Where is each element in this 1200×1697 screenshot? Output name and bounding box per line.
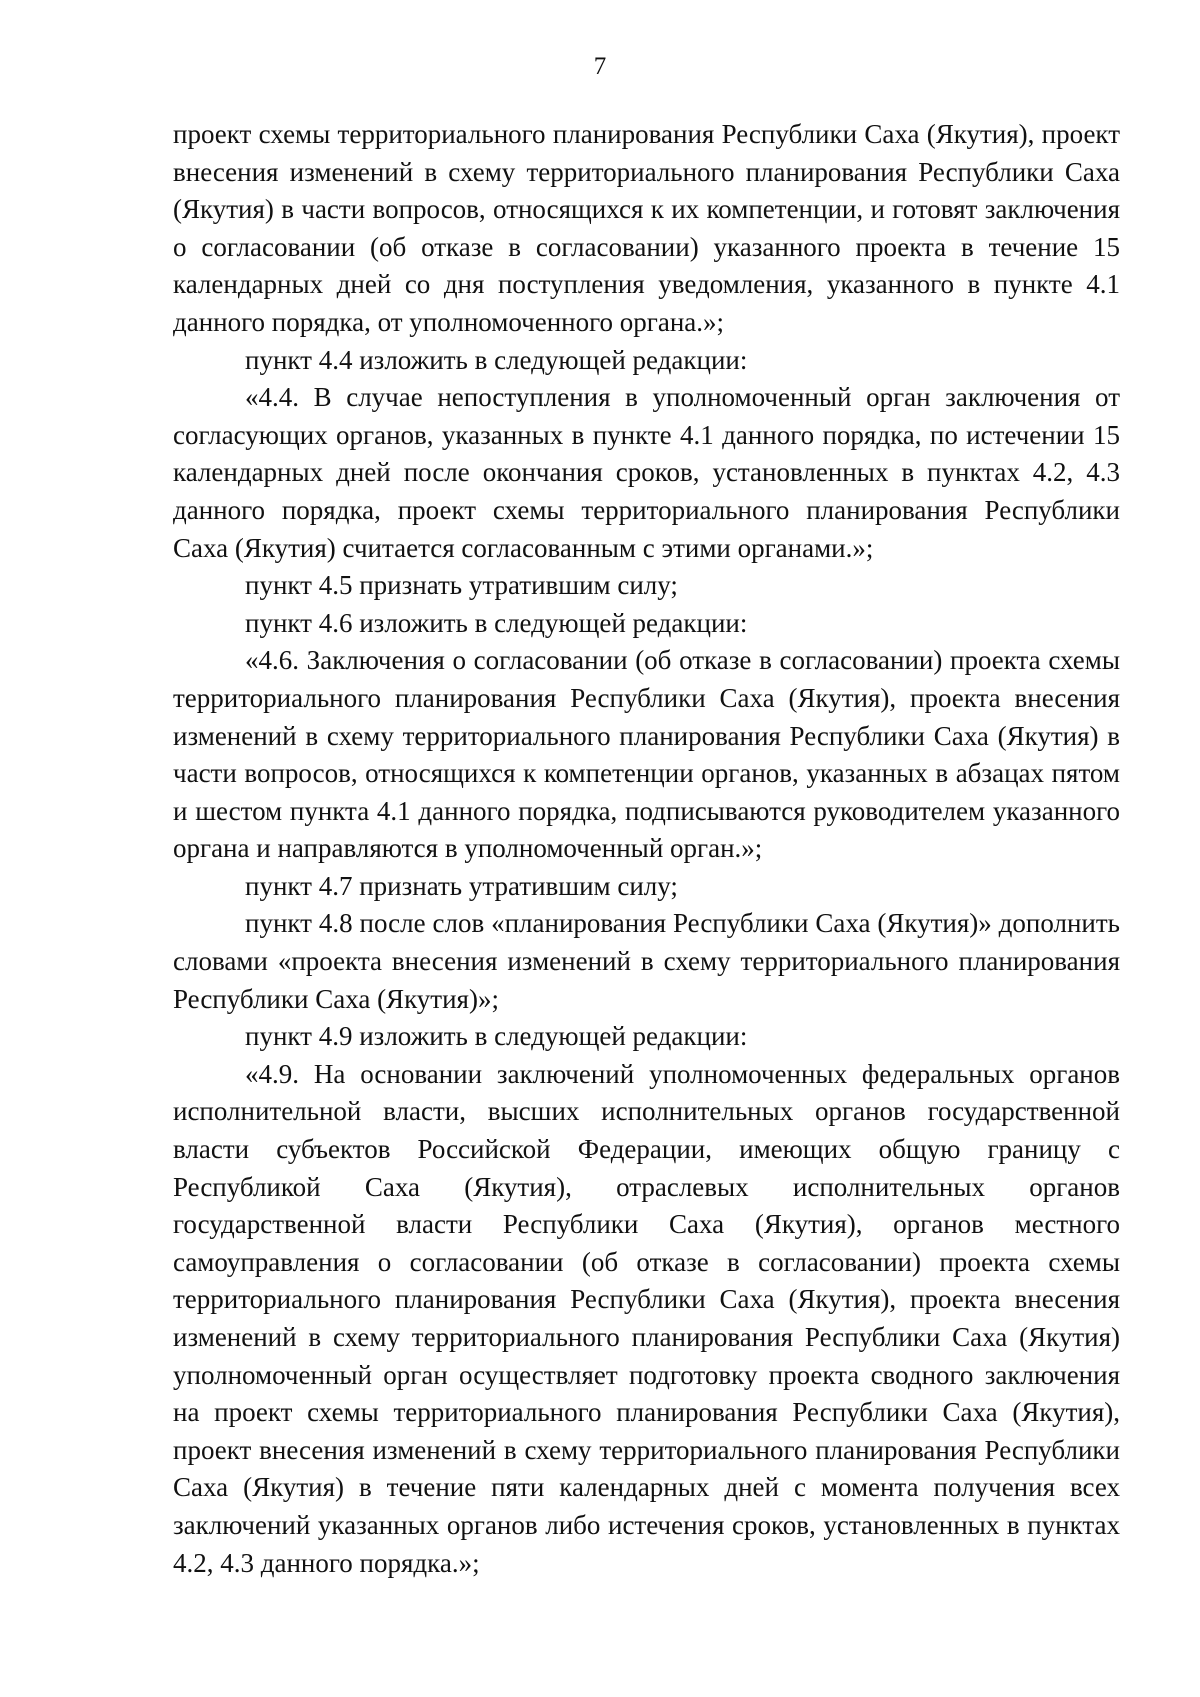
paragraph-item-4-4-instruction: пункт 4.4 изложить в следующей редакции: (245, 344, 748, 375)
document-body (173, 116, 1120, 1582)
paragraph-continuation: проект схемы территориального планирования Республики Саха (Якутия), проект внесения изменений в схему территориального планирования Республики Саха (Якутия) в части вопросов, относящихся к их компетенции, и готовят заключения о согласовании (об отказе в согласовании) указанного проекта в течение 15 календарных дней со дня поступления уведомления, указанного в пункте 4.1 данного порядка, от уполномоченного органа.»; (173, 119, 1120, 337)
page-number: 7 (593, 53, 607, 80)
paragraph-item-4-8-instruction: пункт 4.8 после слов «планирования Республики Саха (Якутия)» дополнить словами «проекта внесения изменений в схему территориального планирования Республики Саха (Якутия)»; (173, 908, 1120, 1014)
paragraph-item-4-5-instruction: пункт 4.5 признать утратившим силу; (245, 570, 678, 601)
paragraph-item-4-6-instruction: пункт 4.6 изложить в следующей редакции: (245, 607, 748, 638)
paragraph-item-4-9-instruction: пункт 4.9 изложить в следующей редакции: (245, 1021, 748, 1052)
paragraph-item-4-7-instruction: пункт 4.7 признать утратившим силу; (245, 870, 678, 901)
paragraph-item-4-4-text: «4.4. В случае непоступления в уполномоченный орган заключения от согласующих органов, указанных в пункте 4.1 данного порядка, по истечении 15 календарных дней после окончания сроков, установленных в пунктах 4.2, 4.3 данного порядка, проект схемы территориального планирования Республики Саха (Якутия) считается согласованным с этими органами.»; (173, 382, 1120, 563)
paragraph-item-4-9-text: «4.9. На основании заключений уполномоченных федеральных органов исполнительной власти, высших исполнительных органов государственной власти субъектов Российской Федерации, имеющих общую границу с Республикой Саха (Якутия), отраслевых исполнительных органов государственной власти Республики Саха (Якутия), органов местного самоуправления о согласовании (об отказе в согласовании) проекта схемы территориального планирования Республики Саха (Якутия), проекта внесения изменений в схему территориального планирования Республики Саха (Якутия) уполномоченный орган осуществляет подготовку проекта сводного заключения на проект схемы территориального планирования Республики Саха (Якутия), проект внесения изменений в схему территориального планирования Республики Саха (Якутия) в течение пяти календарных дней с момента получения всех заключений указанных органов либо истечения сроков, установленных в пунктах 4.2, 4.3 данного порядка.»; (173, 1058, 1120, 1578)
paragraph-item-4-6-text: «4.6. Заключения о согласовании (об отказе в согласовании) проекта схемы территориального планирования Республики Саха (Якутия), проекта внесения изменений в схему территориального планирования Республики Саха (Якутия) в части вопросов, относящихся к компетенции органов, указанных в абзацах пятом и шестом пункта 4.1 данного порядка, подписываются руководителем указанного органа и направляются в уполномоченный орган.»; (173, 645, 1120, 864)
